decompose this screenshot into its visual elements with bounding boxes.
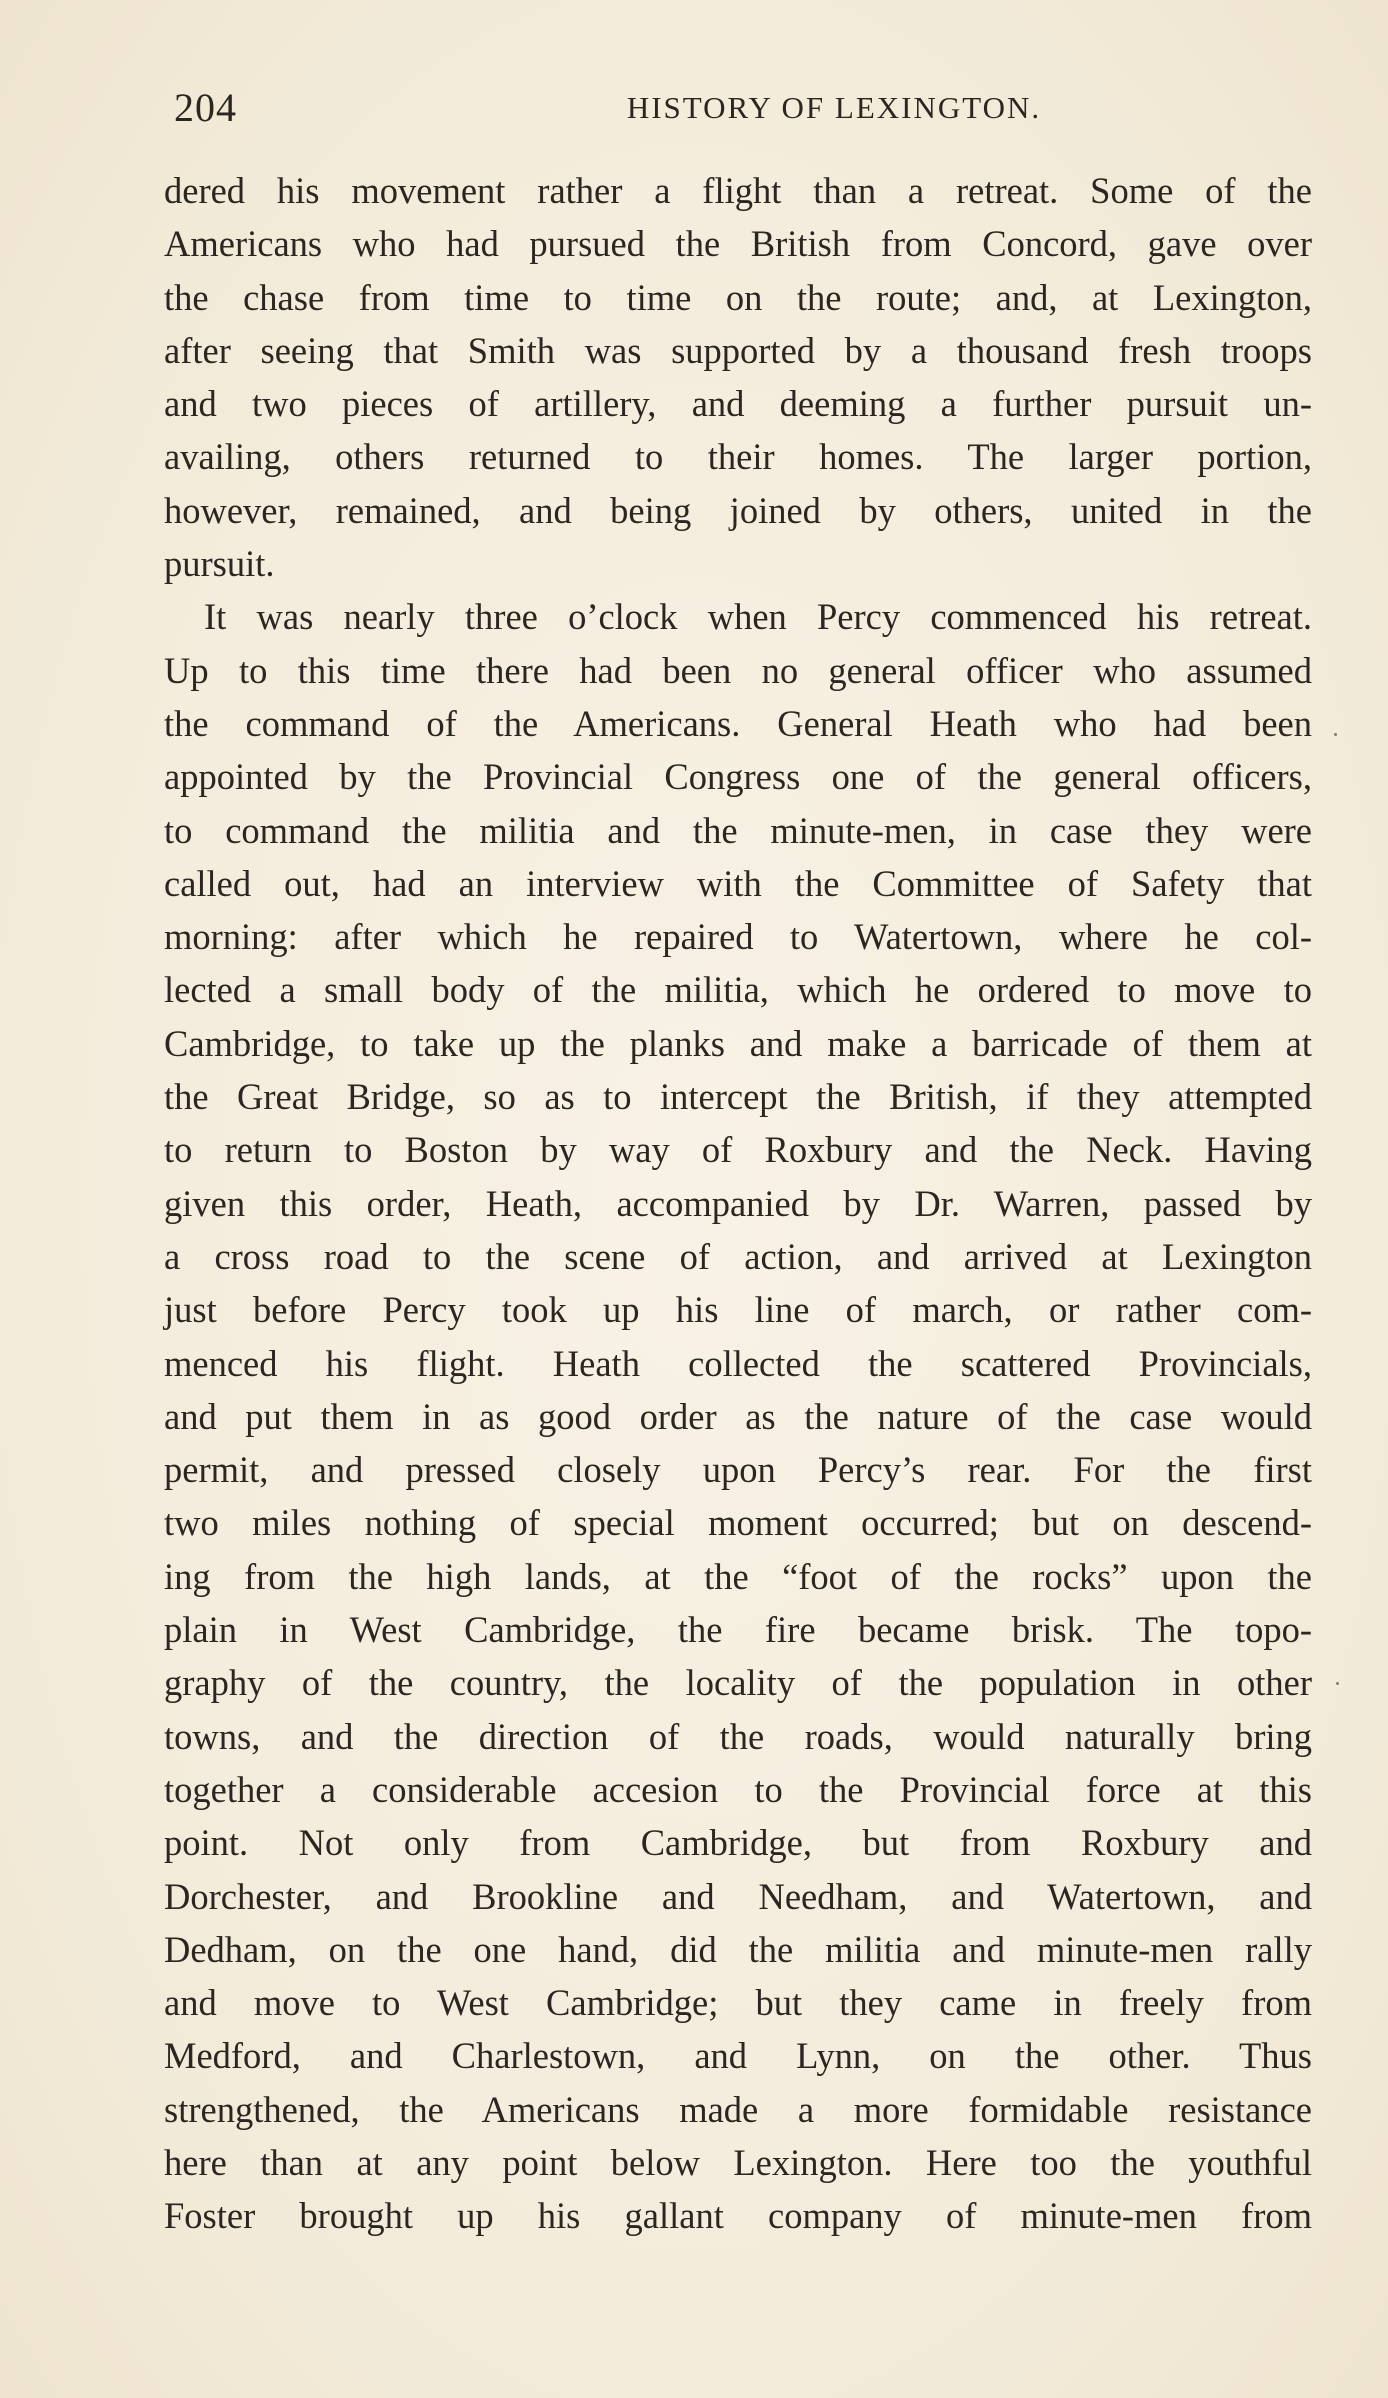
text-line: together a considerable accesion to the Provincial force at this [164,1768,1312,1810]
text-line: the chase from time to time on the route; and, at Lexington, [164,276,1312,318]
text-line: morning: after which he repaired to Watertown, where he col- [164,916,1312,958]
text-line: Medford, and Charlestown, and Lynn, on the other. Thus [164,2035,1312,2077]
text-line: a cross road to the scene of action, and arrived at Lexington [164,1235,1312,1277]
text-line: availing, others returned to their homes. The larger portion, [164,436,1312,478]
paper-speck [1334,733,1337,736]
text-line: appointed by the Provincial Congress one of the general officers, [164,756,1312,798]
text-line: pursuit. [164,543,275,585]
running-title: HISTORY OF LEXINGTON. [626,90,1042,125]
paragraph-2 [164,590,1312,2242]
text-line: towns, and the direction of the roads, would naturally bring [164,1715,1312,1757]
text-line: given this order, Heath, accompanied by Dr. Warren, passed by [164,1182,1312,1224]
text-line: plain in West Cambridge, the fire became brisk. The topo- [164,1609,1312,1651]
text-line: to command the militia and the minute-men, in case they were [164,809,1312,851]
text-line: strengthened, the Americans made a more formidable resistance [164,2088,1312,2130]
text-line: point. Not only from Cambridge, but from Roxbury and [164,1822,1312,1864]
text-line: Cambridge, to take up the planks and make a barricade of them at [164,1022,1312,1064]
text-line: Foster brought up his gallant company of minute-men from [164,2195,1312,2237]
paragraph-1 [164,164,1312,590]
paper-speck [1336,1682,1339,1685]
text-line: Dedham, on the one hand, did the militia and minute-men rally [164,1928,1312,1970]
text-line: called out, had an interview with the Committee of Safety that [164,862,1312,904]
text-line: however, remained, and being joined by others, united in the [164,489,1312,531]
text-line: to return to Boston by way of Roxbury and the Neck. Having [164,1129,1312,1171]
text-line: lected a small body of the militia, which he ordered to move to [164,969,1312,1011]
text-line: here than at any point below Lexington. Here too the youthful [164,2141,1312,2183]
running-head [174,80,1304,136]
text-line: Dorchester, and Brookline and Needham, and Watertown, and [164,1875,1312,1917]
text-line: Up to this time there had been no general officer who assumed [164,649,1312,691]
text-line: the command of the Americans. General Heath who had been [164,702,1312,744]
text-line: after seeing that Smith was supported by a thousand fresh troops [164,329,1312,371]
text-line: menced his flight. Heath collected the scattered Provincials, [164,1342,1312,1384]
text-line: and two pieces of artillery, and deeming a further pursuit un- [164,383,1312,425]
page-number: 204 [174,85,237,130]
text-line: graphy of the country, the locality of the population in other [164,1662,1312,1704]
text-line: Americans who had pursued the British from Concord, gave over [164,223,1312,265]
text-line: It was nearly three o’clock when Percy commenced his retreat. [204,596,1312,638]
body-text [164,164,1312,2243]
text-line: two miles nothing of special moment occurred; but on descend- [164,1502,1312,1544]
text-line: and put them in as good order as the nature of the case would [164,1395,1312,1437]
text-line: just before Percy took up his line of march, or rather com- [164,1289,1312,1331]
text-line: the Great Bridge, so as to intercept the British, if they attempted [164,1076,1312,1118]
text-line: and move to West Cambridge; but they came in freely from [164,1982,1312,2024]
text-line: ing from the high lands, at the “foot of the rocks” upon the [164,1555,1312,1597]
text-line: permit, and pressed closely upon Percy’s rear. For the first [164,1449,1312,1491]
text-line: dered his movement rather a flight than a retreat. Some of the [164,170,1312,211]
